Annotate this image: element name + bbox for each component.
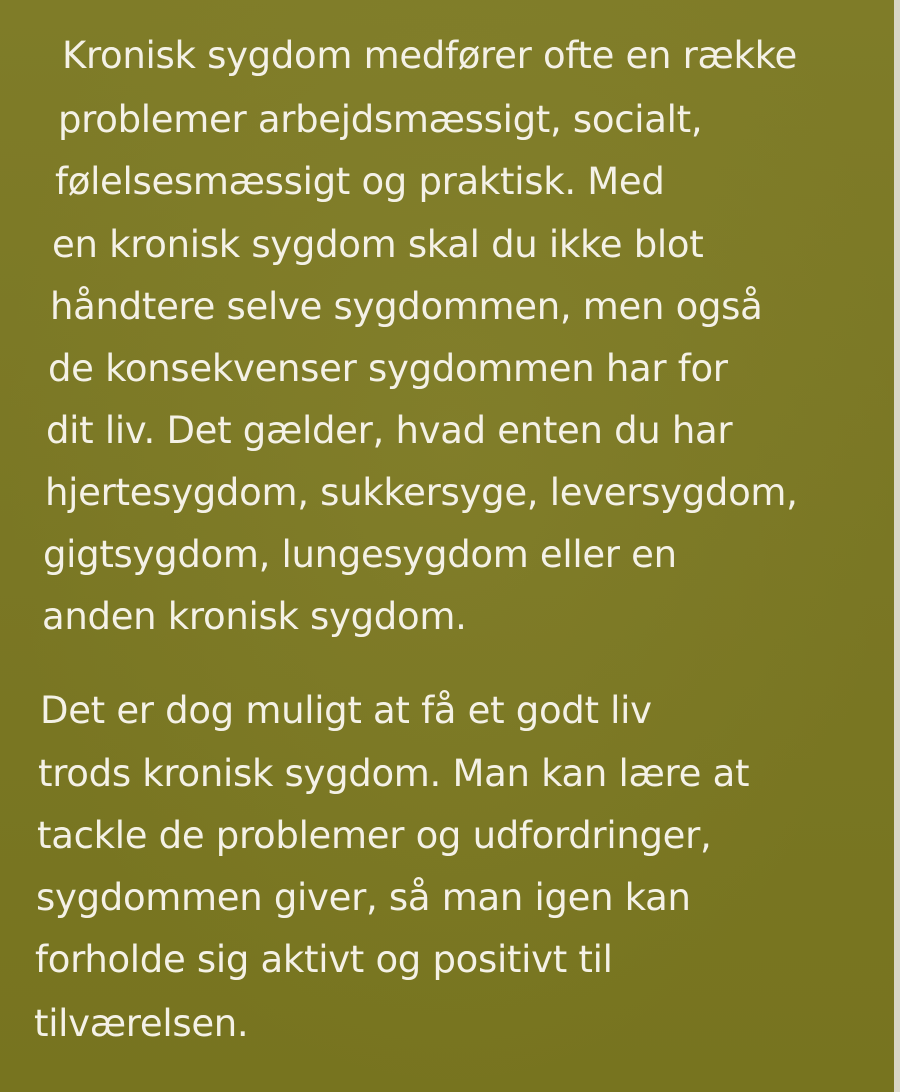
text-line: sygdommen giver, så man igen kan	[36, 876, 691, 919]
text-line: tilværelsen.	[34, 1002, 249, 1045]
text-line: anden kronisk sygdom.	[42, 595, 467, 638]
text-line: følelsesmæssigt og praktisk. Med	[55, 160, 665, 203]
text-line: Det er dog muligt at få et godt liv	[40, 689, 652, 732]
text-line: dit liv. Det gælder, hvad enten du har	[46, 409, 733, 452]
text-line: problemer arbejdsmæssigt, socialt,	[58, 98, 703, 141]
text-line: forholde sig aktivt og positivt til	[35, 938, 613, 981]
text-line: de konsekvenser sygdommen har for	[48, 347, 728, 390]
text-line: trods kronisk sygdom. Man kan lære at	[38, 752, 750, 795]
text-line: en kronisk sygdom skal du ikke blot	[52, 223, 704, 266]
image-border	[894, 0, 900, 1092]
text-line: håndtere selve sygdommen, men også	[50, 285, 763, 328]
text-line: tackle de problemer og udfordringer,	[37, 814, 712, 857]
text-line: hjertesygdom, sukkersyge, leversygdom,	[45, 471, 798, 514]
text-line: Kronisk sygdom medfører ofte en række	[62, 34, 797, 77]
text-line: gigtsygdom, lungesygdom eller en	[43, 533, 677, 576]
